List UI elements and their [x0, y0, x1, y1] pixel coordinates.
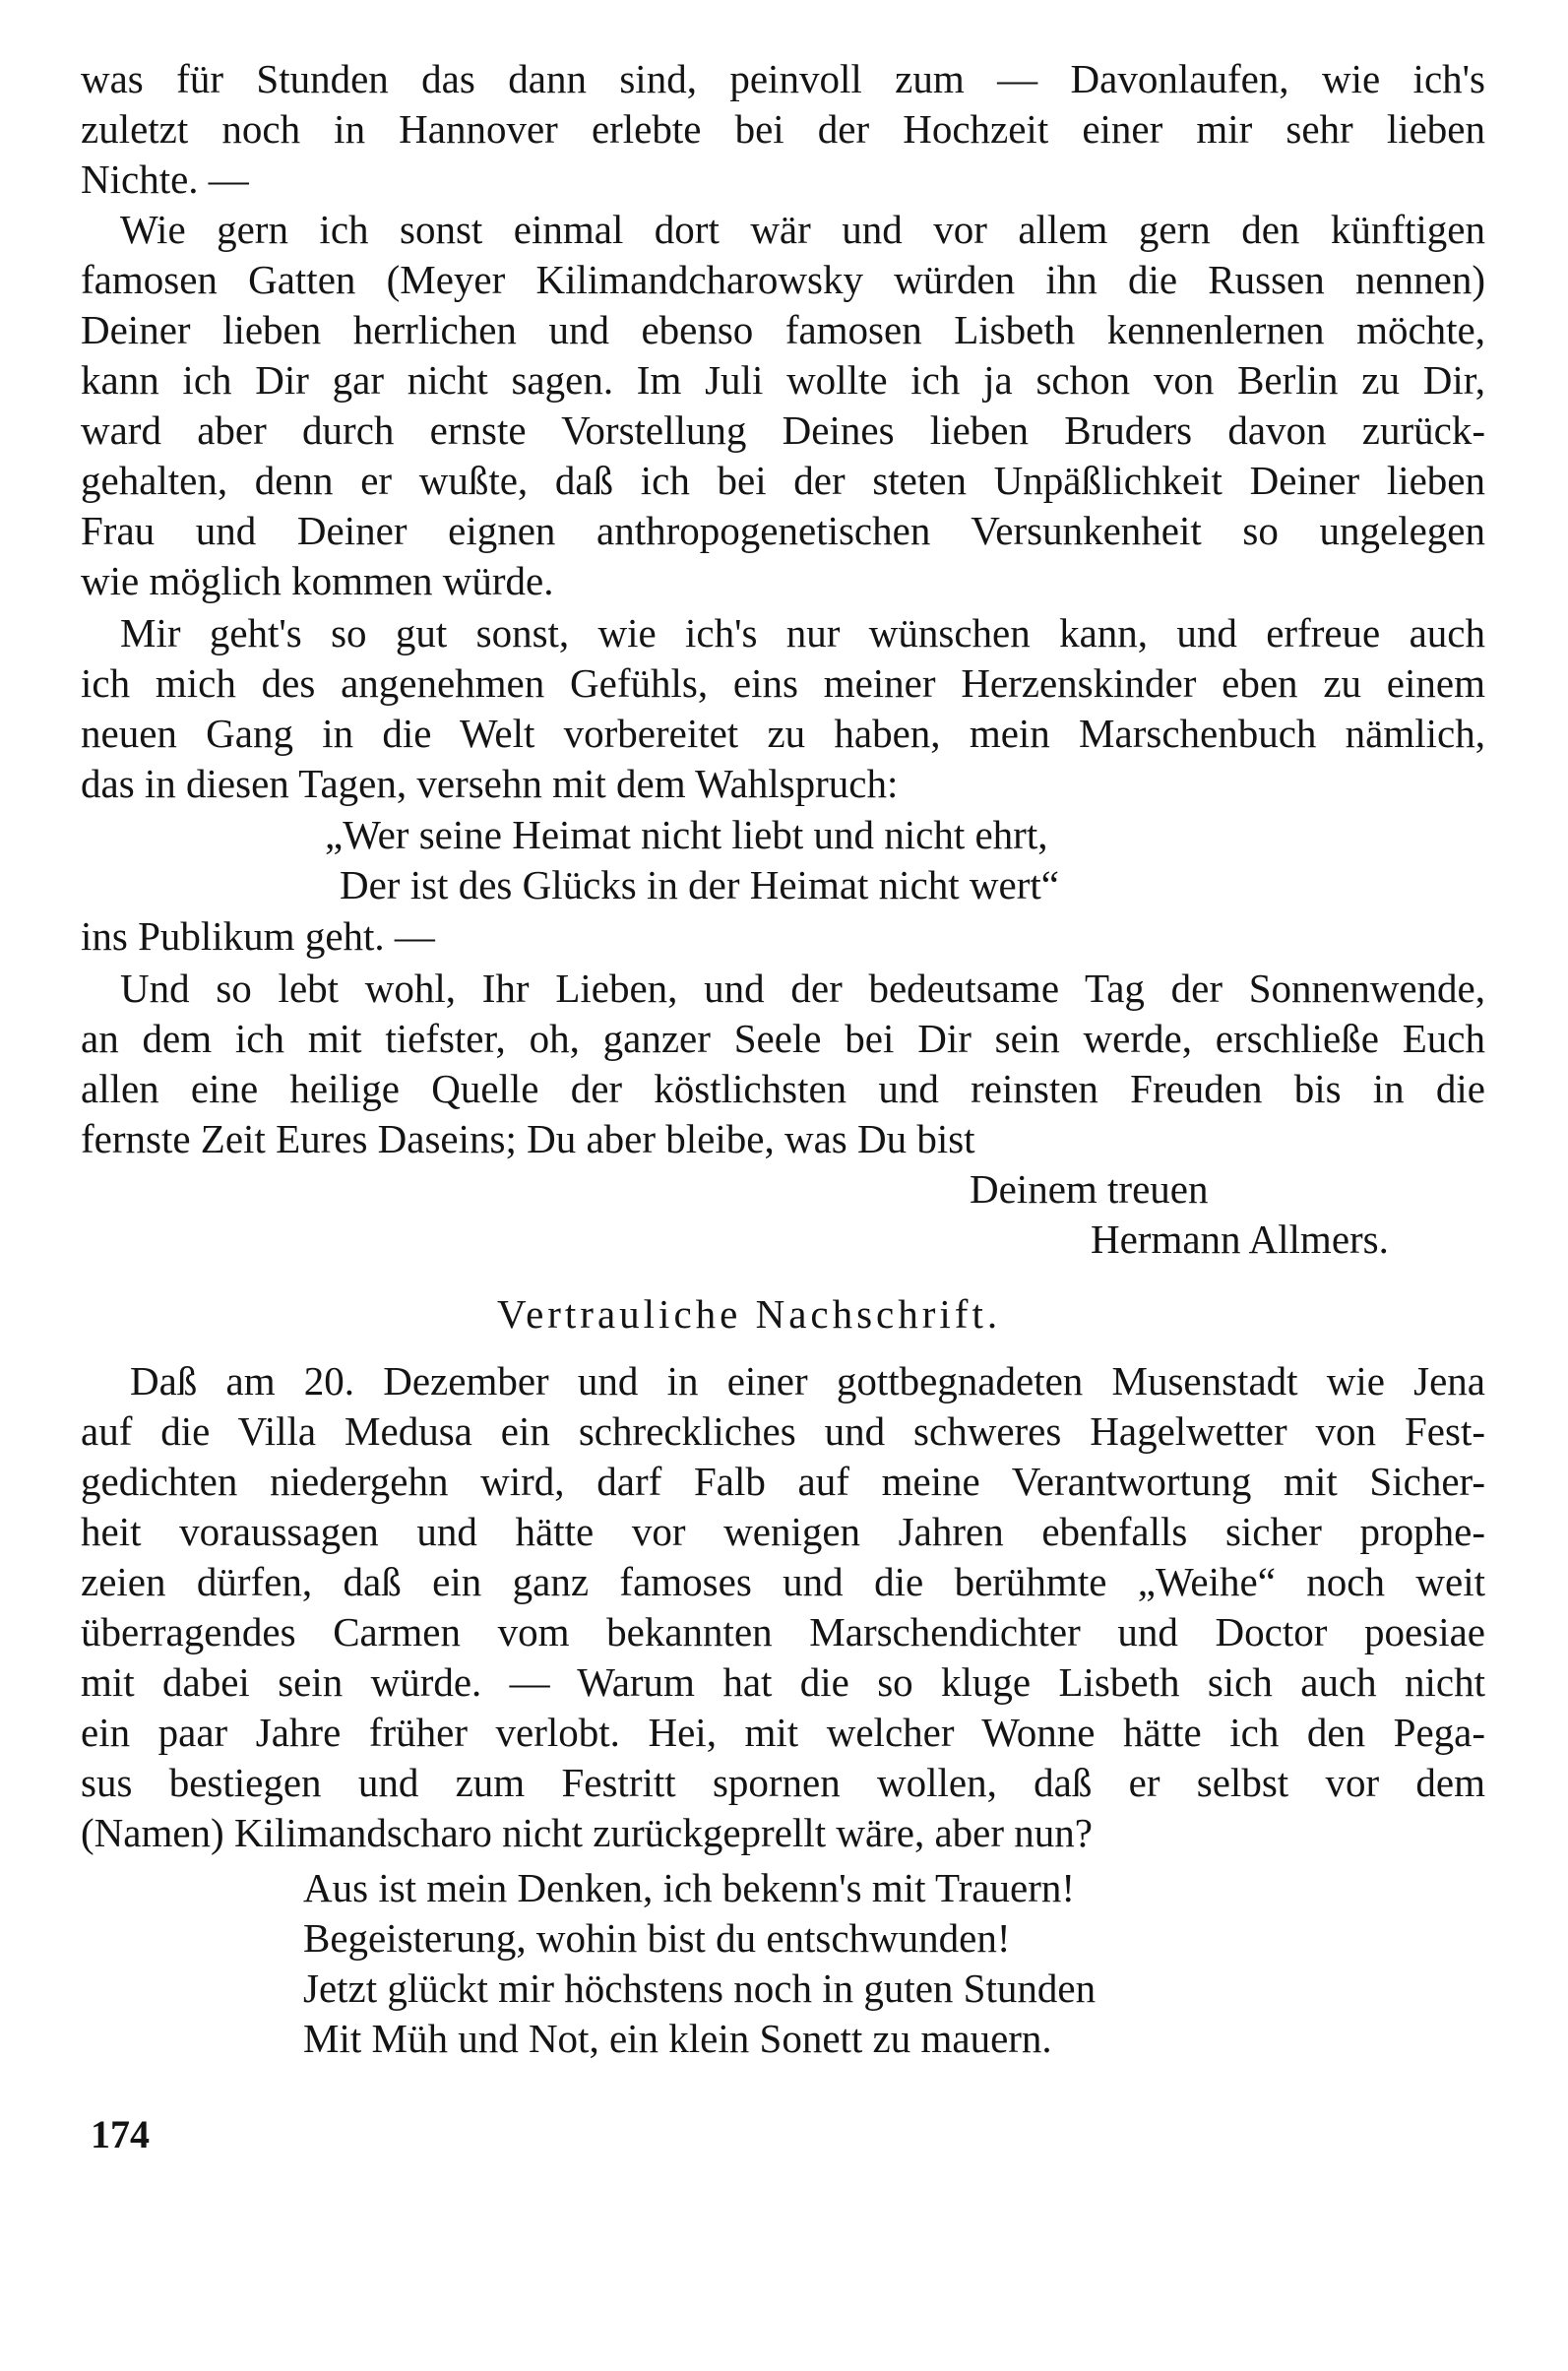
text-line: auf die Villa Medusa ein schreckliches und schweres Hagelwetter von Fest-: [81, 1408, 1485, 1454]
text-line: ein paar Jahre früher verlobt. Hei, mit welcher Wonne hätte ich den Pega-: [81, 1710, 1485, 1755]
motto-line: „Wer seine Heimat nicht liebt und nicht ehrt,: [325, 812, 1048, 857]
poem-line: Jetzt glückt mir höchstens noch in guten Stunden: [303, 1965, 1097, 2011]
text-line: was für Stunden das dann sind, peinvoll zum — Davonlaufen, wie ich's: [81, 56, 1485, 101]
text-line: an dem ich mit tiefster, oh, ganzer Seele bei Dir sein werde, erschließe Euch: [81, 1016, 1485, 1061]
poem-line: Begeisterung, wohin bist du entschwunden!: [303, 1915, 1011, 1961]
motto-line: Der ist des Glücks in der Heimat nicht wert“: [340, 862, 1059, 907]
poem-line: Mit Müh und Not, ein klein Sonett zu mauern.: [303, 2016, 1052, 2061]
postscript-heading: Vertrauliche Nachschrift.: [497, 1291, 1002, 1337]
text-line: sus bestiegen und zum Festritt spornen wollen, daß er selbst vor dem: [81, 1760, 1485, 1805]
text-line: allen eine heilige Quelle der köstlichsten und reinsten Freuden bis in die: [81, 1066, 1485, 1111]
text-line: kann ich Dir gar nicht sagen. Im Juli wollte ich ja schon von Berlin zu Dir,: [81, 357, 1485, 403]
page-number: 174: [91, 2112, 150, 2156]
text-line: Mir geht's so gut sonst, wie ich's nur wünschen kann, und erfreue auch: [120, 610, 1485, 655]
text-line: zuletzt noch in Hannover erlebte bei der Hochzeit einer mir sehr lieben: [81, 106, 1485, 152]
signature-salutation: Deinem treuen: [970, 1166, 1209, 1212]
text-line: Deiner lieben herrlichen und ebenso famosen Lisbeth kennenlernen möchte,: [81, 307, 1485, 352]
text-line: ich mich des angenehmen Gefühls, eins meiner Herzenskinder eben zu einem: [81, 660, 1485, 706]
signature-name: Hermann Allmers.: [1091, 1217, 1389, 1262]
text-line: zeien dürfen, daß ein ganz famoses und die berühmte „Weihe“ noch weit: [81, 1559, 1485, 1604]
text-line: fernste Zeit Eures Daseins; Du aber bleibe, was Du bist: [81, 1116, 975, 1161]
text-line: Wie gern ich sonst einmal dort wär und vor allem gern den künftigen: [120, 207, 1485, 252]
text-line: das in diesen Tagen, versehn mit dem Wahlspruch:: [81, 761, 899, 806]
text-line: wie möglich kommen würde.: [81, 558, 554, 603]
text-line: Und so lebt wohl, Ihr Lieben, und der bedeutsame Tag der Sonnenwende,: [120, 966, 1485, 1011]
text-line: (Namen) Kilimandscharo nicht zurückgeprellt wäre, aber nun?: [81, 1810, 1093, 1855]
text-line: Nichte. —: [81, 156, 249, 202]
text-line: gedichten niedergehn wird, darf Falb auf meine Verantwortung mit Sicher-: [81, 1459, 1485, 1504]
text-line: Daß am 20. Dezember und in einer gottbegnadeten Musenstadt wie Jena: [130, 1358, 1485, 1404]
text-line: ward aber durch ernste Vorstellung Deines lieben Bruders davon zurück-: [81, 407, 1485, 453]
text-line: heit voraussagen und hätte vor wenigen Jahren ebenfalls sicher prophe-: [81, 1509, 1485, 1554]
text-line: Frau und Deiner eignen anthropogenetischen Versunkenheit so ungelegen: [81, 508, 1485, 553]
text-line: gehalten, denn er wußte, daß ich bei der steten Unpäßlichkeit Deiner lieben: [81, 458, 1485, 503]
poem-line: Aus ist mein Denken, ich bekenn's mit Trauern!: [303, 1865, 1076, 1910]
text-line: mit dabei sein würde. — Warum hat die so kluge Lisbeth sich auch nicht: [81, 1659, 1485, 1705]
text-line: neuen Gang in die Welt vorbereitet zu haben, mein Marschenbuch nämlich,: [81, 711, 1485, 756]
text-line: famosen Gatten (Meyer Kilimandcharowsky würden ihn die Russen nennen): [81, 257, 1485, 302]
text-line: ins Publikum geht. —: [81, 913, 435, 959]
text-line: überragendes Carmen vom bekannten Marschendichter und Doctor poesiae: [81, 1609, 1485, 1654]
